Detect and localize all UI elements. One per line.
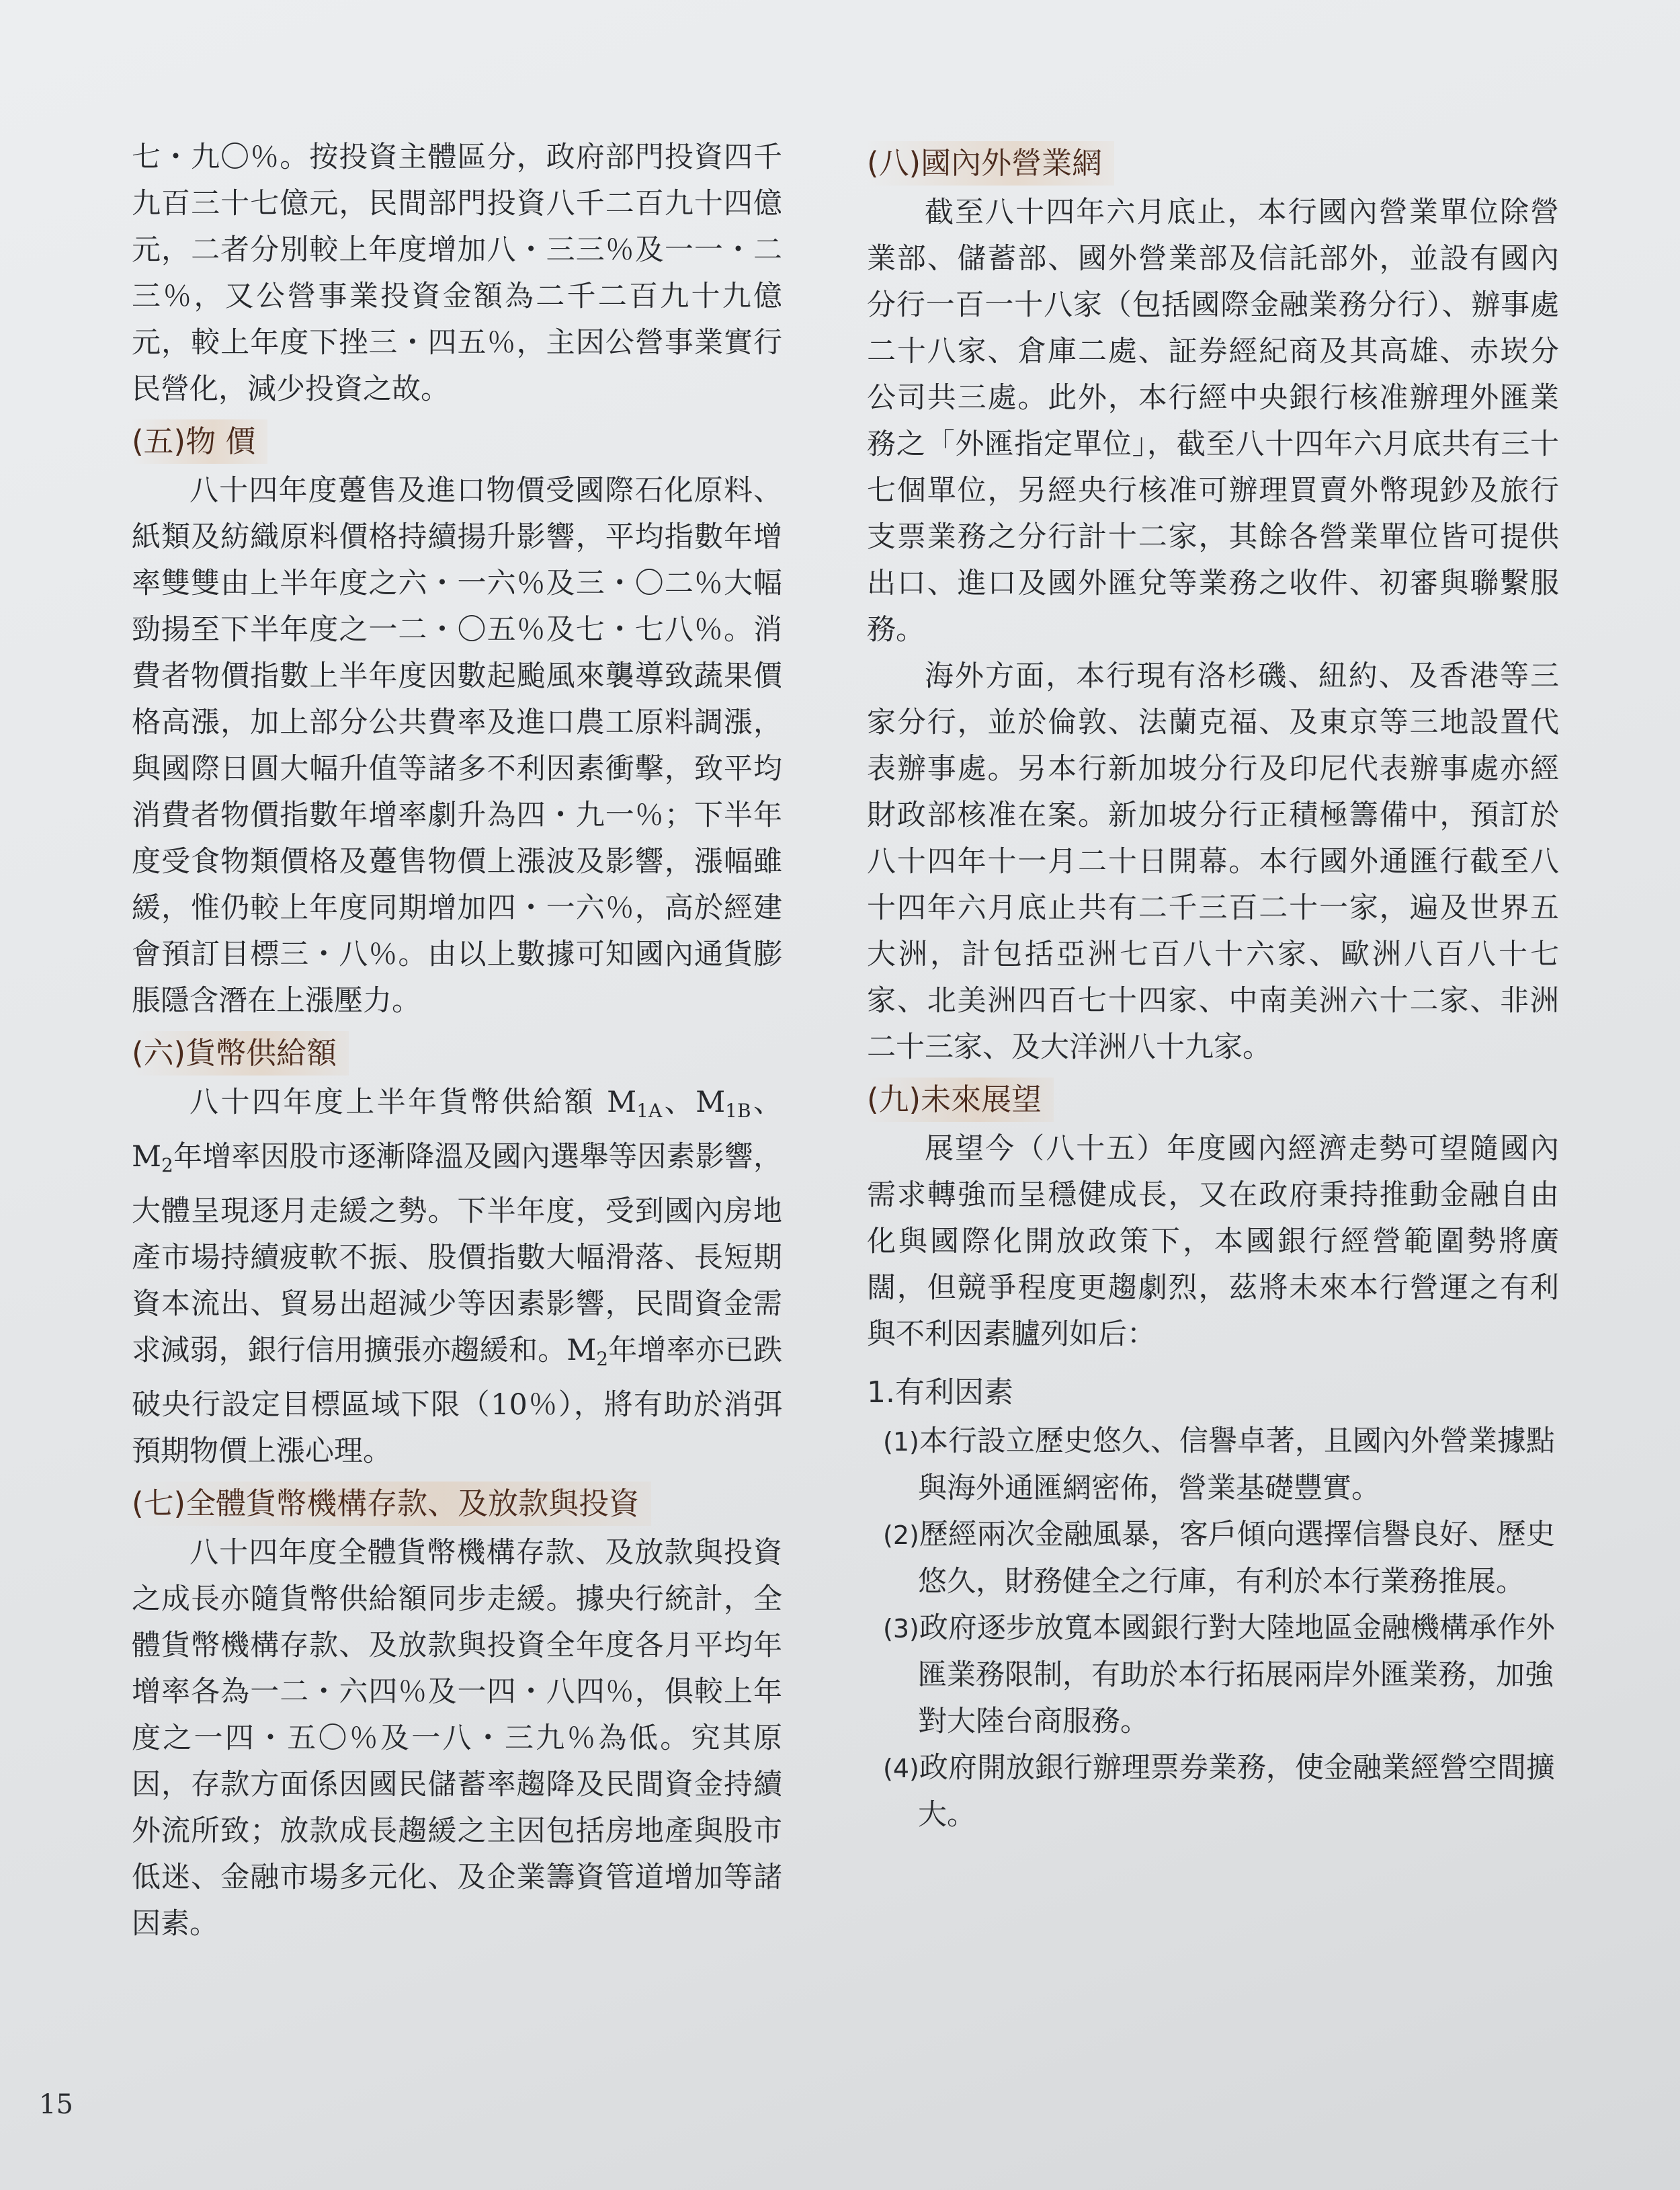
list-item-number: (4) xyxy=(883,1754,919,1783)
subscript-2: 2 xyxy=(161,1154,173,1176)
list-item xyxy=(883,1745,1559,1838)
list-item-text: 政府逐步放寬本國銀行對大陸地區金融機構承作外匯業務限制，有助於本行拓展兩岸外匯業務，加強對大陸台商服務。 xyxy=(918,1611,1555,1738)
section-heading-outlook: (九)未來展望 xyxy=(867,1078,1054,1122)
list-item-text: 歷經兩次金融風暴，客戶傾向選擇信譽良好、歷史悠久，財務健全之行庫，有利於本行業務推展。 xyxy=(918,1518,1555,1598)
money-supply-text-3: 、M xyxy=(132,1086,783,1174)
subscript-1b: 1B xyxy=(725,1100,751,1122)
list-item-number: (3) xyxy=(883,1614,919,1644)
money-supply-text-4: 年增率因股市逐漸降溫及國內選舉等因素影響，大體呈現逐月走緩之勢。下半年度，受到國內房地產市場持續疲軟不振、股價指數大幅滑落、長短期資本流出、貿易出超減少等因素影響，民間資金需求減弱，銀行信用擴張亦趨緩和。M xyxy=(132,1140,782,1367)
favorable-factors-heading: 1.有利因素 xyxy=(867,1375,1013,1410)
network-paragraph-domestic: 截至八十四年六月底止，本行國內營業單位除營業部、儲蓄部、國外營業部及信託部外，並設有國內分行一百一十八家（包括國際金融業務分行）、辦事處二十八家、倉庫二處、証券經紀商及其高雄、赤崁分公司共三處。此外，本行經中央銀行核准辦理外匯業務之「外匯指定單位」，截至八十四年六月底共有三十七個單位，另經央行核准可辦理買賣外幣現鈔及旅行支票業務之分行計十二家，其餘各營業單位皆可提供出口、進口及國外匯兌等業務之收件、初審與聯繫服務。 xyxy=(867,196,1559,647)
list-item-number: (1) xyxy=(883,1427,919,1457)
intro-paragraph: 七・九〇％。按投資主體區分，政府部門投資四千九百三十七億元，民間部門投資八千二百九十四億元，二者分別較上年度增加八・三三％及一一・二三％，又公營事業投資金額為二千二百九十九億元，較上年度下挫三・四五％，主因公營事業實行民營化，減少投資之故。 xyxy=(132,140,782,406)
section-heading-network: (八)國內外營業網 xyxy=(867,141,1114,186)
section-heading-prices: (五)物 價 xyxy=(132,419,267,464)
money-supply-paragraph xyxy=(132,1080,782,1475)
subscript-1a: 1A xyxy=(636,1100,663,1122)
section-heading-deposits-loans: (七)全體貨幣機構存款、及放款與投資 xyxy=(132,1482,651,1526)
list-item-number: (2) xyxy=(883,1520,919,1550)
money-supply-text-2: 、M xyxy=(662,1086,726,1119)
money-supply-text-1: 八十四年度上半年貨幣供給額 M xyxy=(190,1086,637,1119)
right-column xyxy=(867,134,1559,1838)
left-column xyxy=(132,134,782,1947)
list-item xyxy=(883,1605,1559,1745)
outlook-paragraph: 展望今（八十五）年度國內經濟走勢可望隨國內需求轉強而呈穩健成長，又在政府秉持推動金融自由化與國際化開放政策下，本國銀行經營範圍勢將廣闊，但競爭程度更趨劇烈，茲將未來本行營運之有利與不利因素臚列如后： xyxy=(867,1132,1559,1351)
prices-paragraph: 八十四年度躉售及進口物價受國際石化原料、紙類及紡織原料價格持續揚升影響，平均指數年增率雙雙由上半年度之六・一六％及三・〇二％大幅勁揚至下半年度之一二・〇五％及七・七八％。消費者物價指數上半年度因數起颱風來襲導致蔬果價格高漲，加上部分公共費率及進口農工原料調漲，與國際日圓大幅升值等諸多不利因素衝擊，致平均消費者物價指數年增率劇升為四・九一％；下半年度受食物類價格及躉售物價上漲波及影響，漲幅雖緩，惟仍較上年度同期增加四・一六％，高於經建會預訂目標三・八％。由以上數據可知國內通貨膨脹隱含潛在上漲壓力。 xyxy=(132,474,782,1018)
section-heading-money-supply: (六)貨幣供給額 xyxy=(132,1031,349,1076)
list-item xyxy=(883,1512,1559,1605)
money-supply-text-5: 年增率亦已跌破央行設定目標區域下限（10％），將有助於消弭預期物價上漲心理。 xyxy=(132,1334,783,1468)
list-item-text: 本行設立歷史悠久、信譽卓著，且國內外營業據點與海外通匯網密佈，營業基礎豐實。 xyxy=(918,1424,1555,1505)
deposits-loans-paragraph: 八十四年度全體貨幣機構存款、及放款與投資之成長亦隨貨幣供給額同步走緩。據央行統計，全體貨幣機構存款、及放款與投資全年度各月平均年增率各為一二・六四％及一四・八四％，俱較上年度之一四・五〇％及一八・三九％為低。究其原因，存款方面係因國民儲蓄率趨降及民間資金持續外流所致；放款成長趨緩之主因包括房地產與股市低迷、金融市場多元化、及企業籌資管道增加等諸因素。 xyxy=(132,1536,782,1941)
list-item xyxy=(883,1418,1559,1512)
network-paragraph-overseas: 海外方面，本行現有洛杉磯、紐約、及香港等三家分行，並於倫敦、法蘭克福、及東京等三地設置代表辦事處。另本行新加坡分行及印尼代表辦事處亦經財政部核准在案。新加坡分行正積極籌備中，預訂於八十四年十一月二十日開幕。本行國外通匯行截至八十四年六月底止共有二千三百二十一家，遍及世界五大洲，計包括亞洲七百八十六家、歐洲八百八十七家、北美洲四百七十四家、中南美洲六十二家、非洲二十三家、及大洋洲八十九家。 xyxy=(867,659,1559,1064)
subscript-2b: 2 xyxy=(596,1348,609,1370)
page-number: 15 xyxy=(39,2089,73,2120)
list-item-text: 政府開放銀行辦理票券業務，使金融業經營空間擴大。 xyxy=(918,1751,1555,1832)
